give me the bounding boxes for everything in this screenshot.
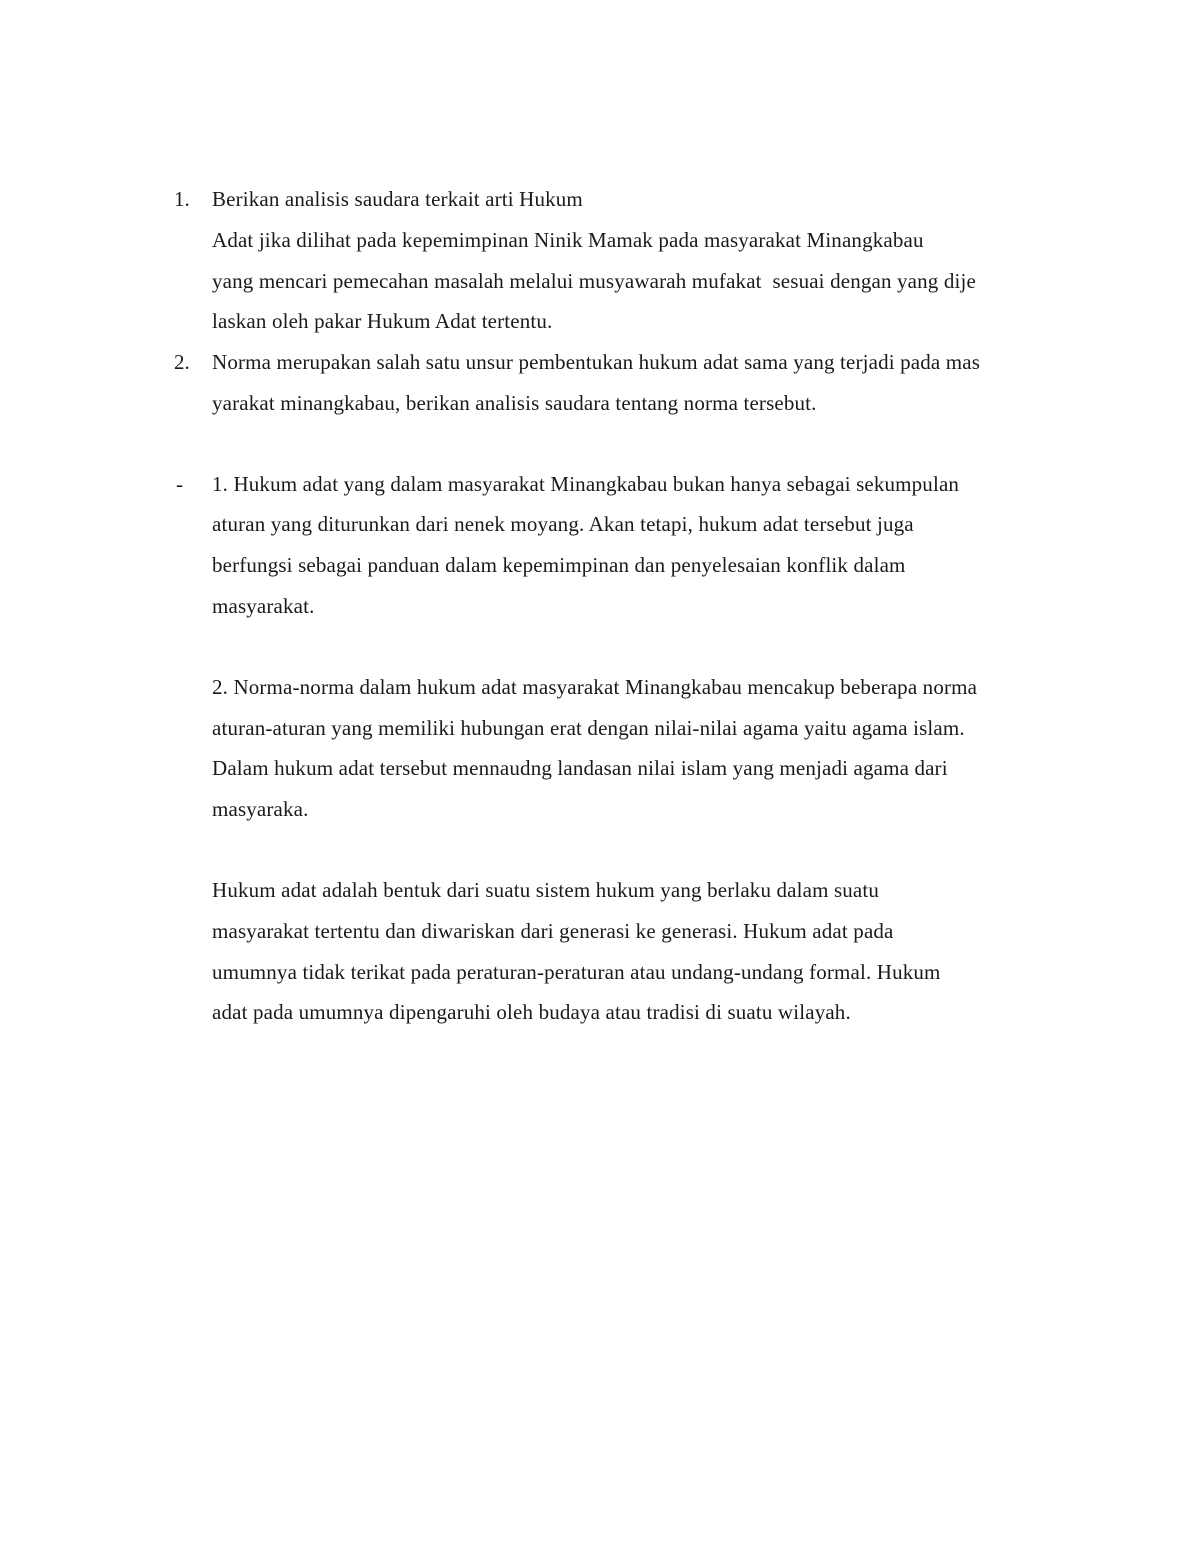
question-1-line-1: Berikan analisis saudara terkait arti Hukum xyxy=(212,187,583,211)
answer-1-line-3: berfungsi sebagai panduan dalam kepemimpinan dan penyelesaian konflik dalam xyxy=(212,553,906,577)
question-1-line-2: Adat jika dilihat pada kepemimpinan Ninik Mamak pada masyarakat Minangkabau xyxy=(212,228,924,252)
answer-2-line-3: Dalam hukum adat tersebut mennaudng landasan nilai islam yang menjadi agama dari xyxy=(212,756,948,780)
answer-3-line-3: umumnya tidak terikat pada peraturan-peraturan atau undang-undang formal. Hukum xyxy=(212,960,941,984)
answer-1-line-1: 1. Hukum adat yang dalam masyarakat Minangkabau bukan hanya sebagai sekumpulan xyxy=(212,472,960,496)
question-2-line-2: yarakat minangkabau, berikan analisis saudara tentang norma tersebut. xyxy=(212,391,817,415)
answer-1-line-2: aturan yang diturunkan dari nenek moyang. Akan tetapi, hukum adat tersebut juga xyxy=(212,512,914,536)
answer-3-line-1: Hukum adat adalah bentuk dari suatu sistem hukum yang berlaku dalam suatu xyxy=(212,878,880,902)
answer-1-line-4: masyarakat. xyxy=(212,594,315,618)
answer-2-line-1: 2. Norma-norma dalam hukum adat masyarakat Minangkabau mencakup beberapa norma xyxy=(212,675,978,699)
question-2-number: 2. xyxy=(174,350,190,374)
question-1-number: 1. xyxy=(174,187,190,211)
answer-2-line-2: aturan-aturan yang memiliki hubungan erat dengan nilai-nilai agama yaitu agama islam. xyxy=(212,716,965,740)
question-1-line-3: yang mencari pemecahan masalah melalui musyawarah mufakat sesuai dengan yang dije xyxy=(212,269,976,293)
answer-2-line-4: masyaraka. xyxy=(212,797,309,821)
answer-3-line-2: masyarakat tertentu dan diwariskan dari generasi ke generasi. Hukum adat pada xyxy=(212,919,894,943)
question-2-line-1: Norma merupakan salah satu unsur pembentukan hukum adat sama yang terjadi pada mas xyxy=(212,350,981,374)
question-1-line-4: laskan oleh pakar Hukum Adat tertentu. xyxy=(212,309,553,333)
answer-3-line-4: adat pada umumnya dipengaruhi oleh budaya atau tradisi di suatu wilayah. xyxy=(212,1000,851,1024)
answer-dash-marker: - xyxy=(176,472,183,496)
